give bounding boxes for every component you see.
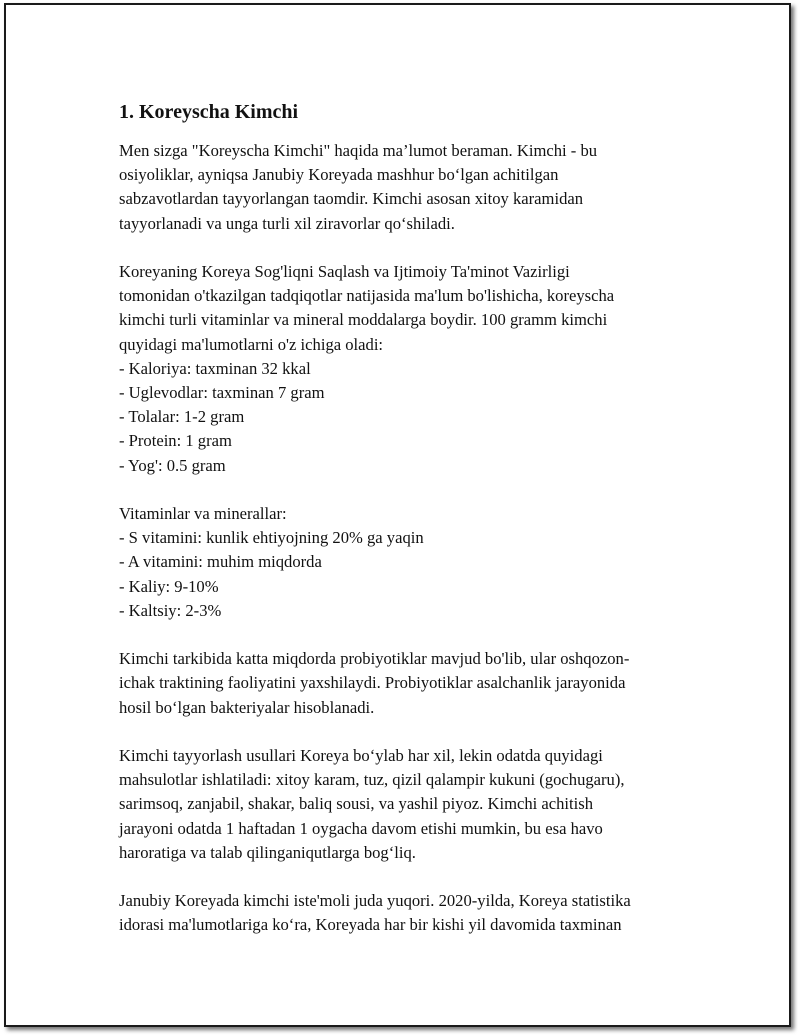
list-item: - Tolalar: 1-2 gram <box>119 407 245 427</box>
document-page <box>4 3 791 1027</box>
list-item: - Kaltsiy: 2-3% <box>119 600 222 620</box>
paragraph-preparation <box>119 744 719 865</box>
text-line: sarimsoq, zanjabil, shakar, baliq sousi, va yashil piyoz. Kimchi achitish <box>119 794 594 814</box>
text-line: quyidagi ma'lumotlarni o'z ichiga oladi: <box>119 334 384 354</box>
text-line: Kimchi tarkibida katta miqdorda probiyotiklar mavjud bo'lib, ular oshqozon- <box>119 649 630 669</box>
text-line: kimchi turli vitaminlar va mineral moddalarga boydir. 100 gramm kimchi <box>119 310 608 330</box>
text-line: Koreyaning Koreya Sog'liqni Saqlash va Ijtimoiy Ta'minot Vazirligi <box>119 262 570 281</box>
text-line: tomonidan o'tkazilgan tadqiqotlar natijasida ma'lum bo'lishicha, koreyscha <box>119 286 615 306</box>
text-line: jarayoni odatda 1 haftadan 1 oygacha davom etishi mumkin, bu esa havo <box>119 818 603 838</box>
paragraph-consumption <box>119 889 719 937</box>
text-line: tayyorlanadi va unga turli xil ziravorlar qo‘shiladi. <box>119 213 455 233</box>
paragraph-nutrition <box>119 260 719 478</box>
text-line: Janubiy Koreyada kimchi iste'moli juda yuqori. 2020-yilda, Koreya statistika <box>119 891 631 911</box>
list-item: - Kaliy: 9-10% <box>119 576 219 596</box>
list-item: - A vitamini: muhim miqdorda <box>119 552 322 572</box>
text-line: idorasi ma'lumotlariga ko‘ra, Koreyada har bir kishi yil davomida taxminan <box>119 915 622 935</box>
paragraph-probiotics <box>119 647 719 720</box>
list-item: - Yog': 0.5 gram <box>119 455 226 475</box>
text-line: osiyoliklar, ayniqsa Janubiy Koreyada mashhur bo‘lgan achitilgan <box>119 165 559 185</box>
text-line: sabzavotlardan tayyorlangan taomdir. Kimchi asosan xitoy karamidan <box>119 189 584 209</box>
document-content <box>119 99 719 962</box>
text-line: hosil bo‘lgan bakteriyalar hisoblanadi. <box>119 697 375 717</box>
paragraph-intro <box>119 139 719 236</box>
list-item: - Kaloriya: taxminan 32 kkal <box>119 358 311 378</box>
text-line: Kimchi tayyorlash usullari Koreya bo‘ylab har xil, lekin odatda quyidagi <box>119 746 603 766</box>
list-item: - Protein: 1 gram <box>119 431 232 451</box>
text-line: mahsulotlar ishlatiladi: xitoy karam, tuz, qizil qalampir kukuni (gochugaru), <box>119 770 625 790</box>
text-line: ichak traktining faoliyatini yaxshilaydi. Probiyotiklar asalchanlik jarayonida <box>119 673 626 693</box>
paragraph-vitamins <box>119 502 719 623</box>
text-line: haroratiga va talab qilinganiqutlarga bog‘liq. <box>119 842 416 862</box>
text-line: Men sizga "Koreyscha Kimchi" haqida ma’lumot beraman. Kimchi - bu <box>119 141 598 160</box>
page-title: 1. Koreyscha Kimchi <box>119 101 299 123</box>
text-line: Vitaminlar va minerallar: <box>119 504 287 524</box>
list-item: - S vitamini: kunlik ehtiyojning 20% ga yaqin <box>119 528 424 548</box>
list-item: - Uglevodlar: taxminan 7 gram <box>119 383 325 403</box>
